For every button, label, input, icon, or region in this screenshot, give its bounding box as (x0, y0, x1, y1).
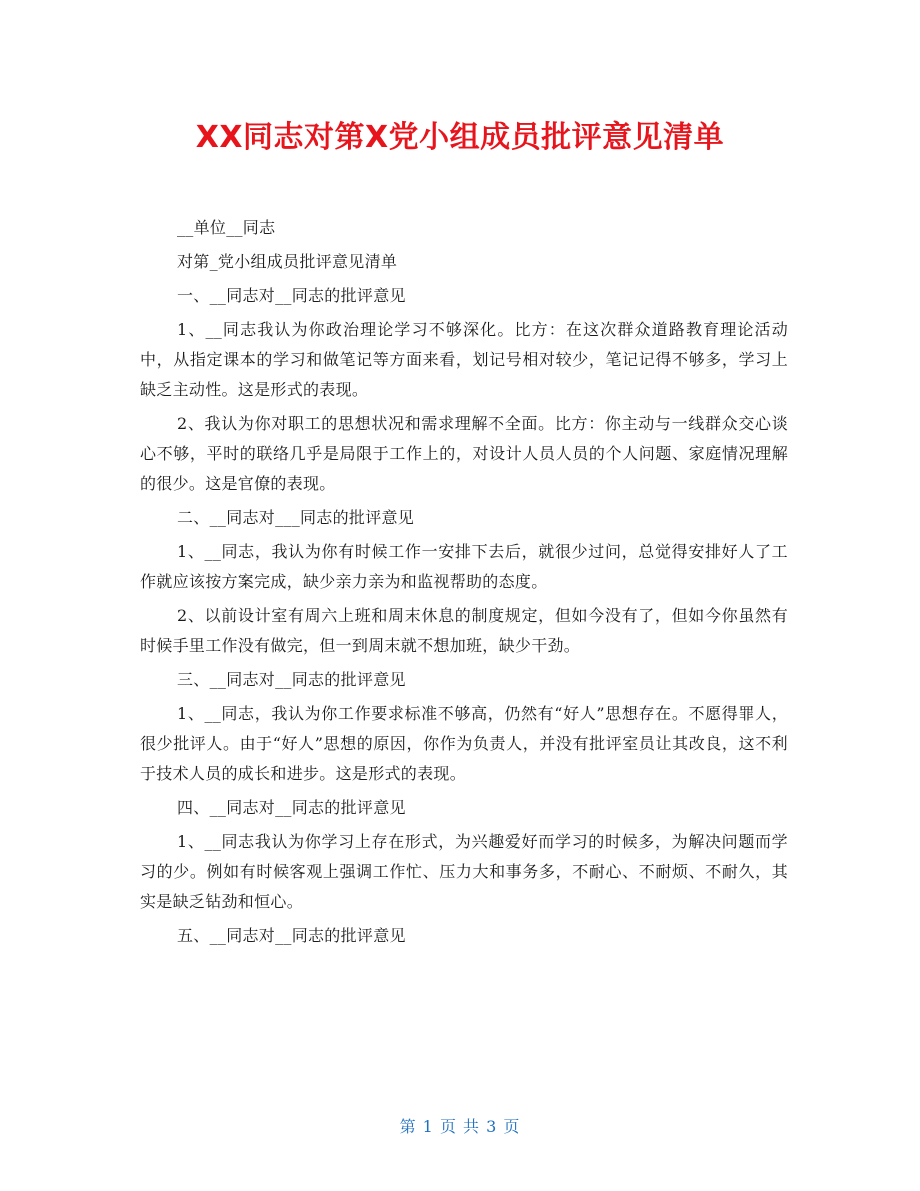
section-heading-2: 二、__同志对___同志的批评意见 (177, 508, 415, 527)
subtitle-line: 对第_党小组成员批评意见清单 (177, 252, 398, 271)
section-heading-5: 五、__同志对__同志的批评意见 (177, 926, 406, 945)
section-heading-4: 四、__同志对__同志的批评意见 (177, 798, 406, 817)
page-number: 第 1 页 共 3 页 (399, 1117, 521, 1136)
paragraph: 1、__同志，我认为你工作要求标准不够高，仍然有“好人”思想存在。不愿得罪人，很少批评人。由于“好人”思想的原因，你作为负责人，并没有批评室员让其改良，这不利于技术人员的成长和进步。这是形式的表现。 (140, 704, 788, 783)
paragraph: 1、__同志我认为你学习上存在形式，为兴趣爱好而学习的时候多，为解决问题而学习的少。例如有时候客观上强调工作忙、压力大和事务多，不耐心、不耐烦、不耐久，其实是缺乏钻劲和恒心。 (140, 832, 788, 911)
section-heading-3: 三、__同志对__同志的批评意见 (177, 670, 406, 689)
paragraph: 1、__同志我认为你政治理论学习不够深化。比方：在这次群众道路教育理论活动中，从指定课本的学习和做笔记等方面来看，划记号相对较少，笔记记得不够多，学习上缺乏主动性。这是形式的表现。 (140, 320, 788, 399)
paragraph: 2、我认为你对职工的思想状况和需求理解不全面。比方：你主动与一线群众交心谈心不够，平时的联络几乎是局限于工作上的，对设计人员人员的个人问题、家庭情况理解的很少。这是官僚的表现。 (140, 414, 788, 493)
document-title: XX同志对第X党小组成员批评意见清单 (195, 120, 725, 155)
paragraph: 2、以前设计室有周六上班和周末休息的制度规定，但如今没有了，但如今你虽然有时候手里工作没有做完，但一到周末就不想加班，缺少干劲。 (140, 606, 788, 655)
unit-line: __单位__同志 (177, 218, 276, 237)
section-heading-1: 一、__同志对__同志的批评意见 (177, 286, 406, 305)
document-body (140, 213, 788, 955)
paragraph: 1、__同志，我认为你有时候工作一安排下去后，就很少过问，总觉得安排好人了工作就应该按方案完成，缺少亲力亲为和监视帮助的态度。 (140, 542, 788, 591)
